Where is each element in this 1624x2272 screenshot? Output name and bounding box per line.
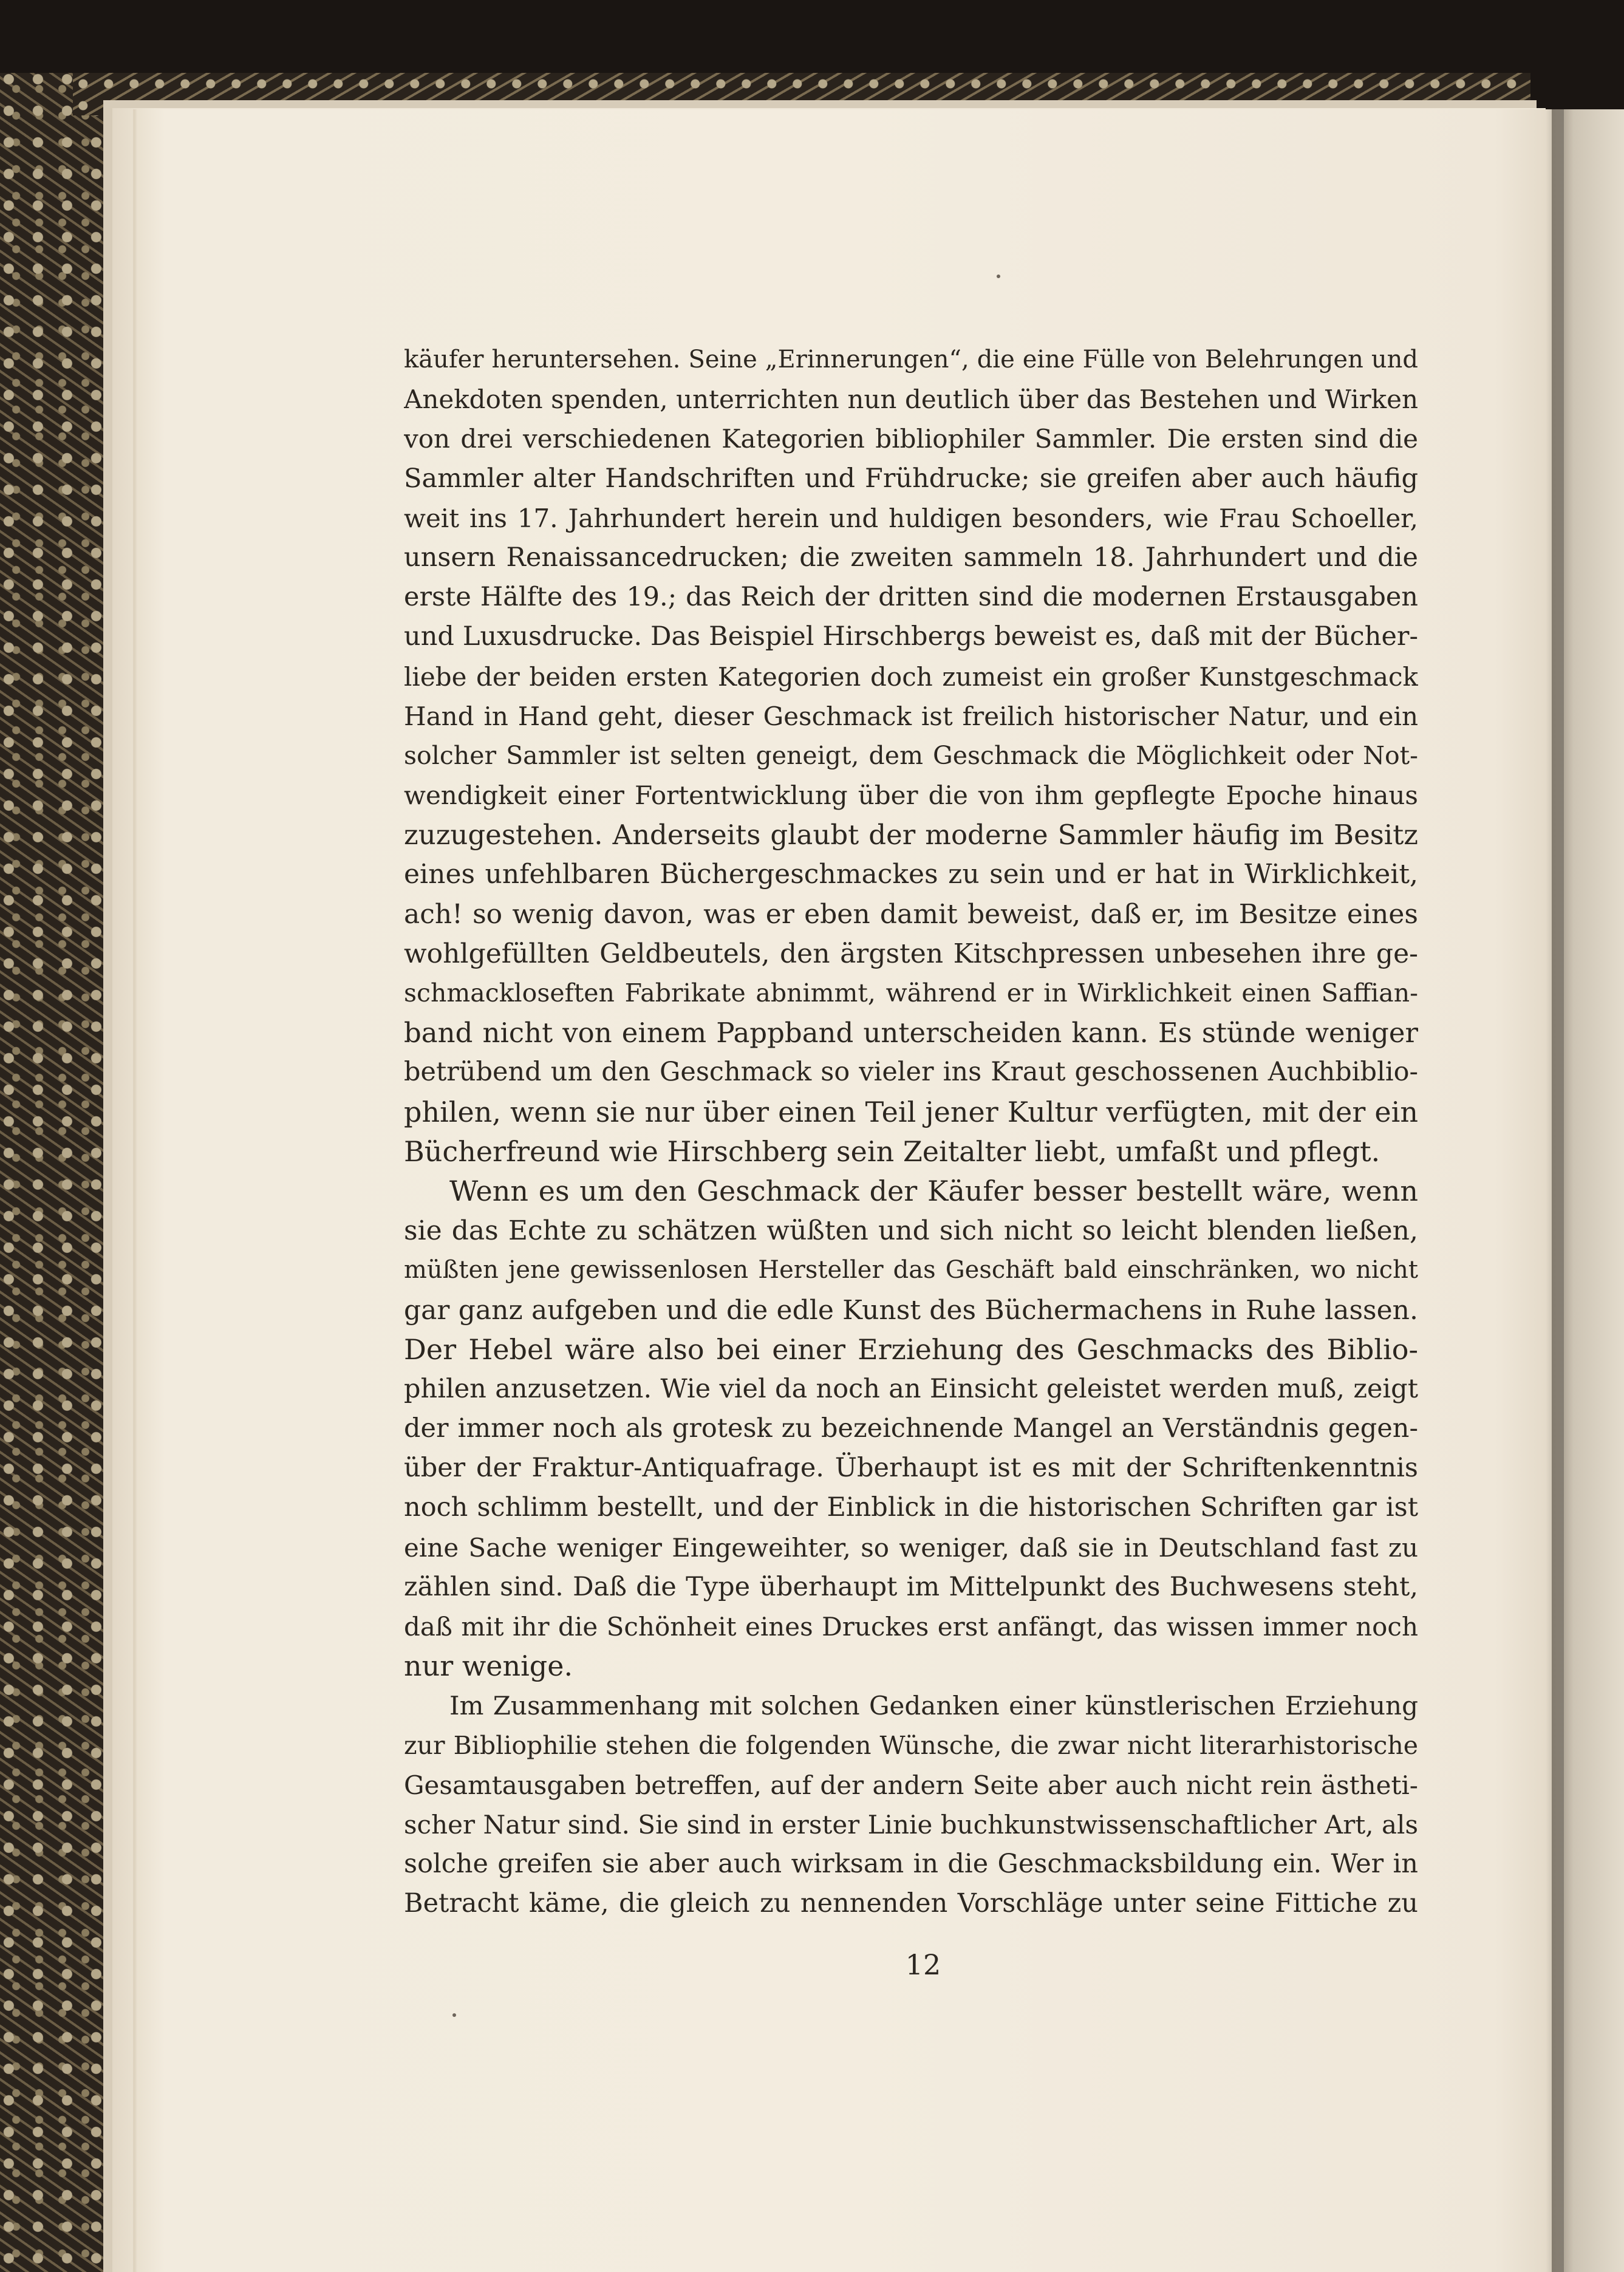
text-line: wendigkeit einer Fortentwicklung über die von ihm gepflegte Epoche hinaus bbox=[404, 780, 1418, 811]
paper-speck bbox=[452, 2013, 456, 2017]
text-line: ach! so wenig davon, was er eben damit beweist, daß er, im Besitze eines bbox=[404, 898, 1418, 930]
text-line: über der Fraktur-Antiquafrage. Überhaupt ist es mit der Schriftenkenntnis bbox=[404, 1453, 1418, 1484]
text-line: philen anzusetzen. Wie viel da noch an Einsicht geleistet werden muß, zeigt bbox=[404, 1373, 1418, 1404]
text-line: liebe der beiden ersten Kategorien doch zumeist ein großer Kunstgeschmack bbox=[404, 661, 1418, 692]
text-line: Der Hebel wäre also bei einer Erziehung des Geschmacks des Biblio- bbox=[404, 1332, 1418, 1366]
text-line: nur wenige. bbox=[404, 1649, 573, 1683]
text-line: Im Zusammenhang mit solchen Gedanken einer künstlerischen Erziehung bbox=[449, 1691, 1418, 1721]
text-line: zur Bibliophilie stehen die folgenden Wünsche, die zwar nicht literarhistorische bbox=[404, 1730, 1418, 1760]
text-line: von drei verschiedenen Kategorien bibliophiler Sammler. Die ersten sind die bbox=[404, 424, 1418, 454]
text-line: band nicht von einem Pappband unterscheiden kann. Es stünde weniger bbox=[404, 1017, 1418, 1049]
text-line: Gesamtausgaben betreffen, auf der andern Seite aber auch nicht rein ästheti- bbox=[404, 1770, 1418, 1800]
text-line: müßten jene gewissenlosen Hersteller das Geschäft bald einschränken, wo nicht bbox=[404, 1256, 1418, 1284]
decorative-cover-left bbox=[0, 73, 106, 2272]
text-line: zählen sind. Daß die Type überhaupt im Mittelpunkt des Buchwesens steht, bbox=[404, 1571, 1418, 1602]
text-line: solche greifen sie aber auch wirksam in die Geschmacksbildung ein. Wer in bbox=[404, 1849, 1418, 1880]
text-line: schmackloseften Fabrikate abnimmt, während er in Wirklichkeit einen Saffian- bbox=[404, 978, 1418, 1008]
text-line: und Luxusdrucke. Das Beispiel Hirschbergs beweist es, daß mit der Bücher- bbox=[404, 621, 1418, 652]
text-line: Betracht käme, die gleich zu nennenden Vorschläge unter seine Fittiche zu bbox=[404, 1888, 1418, 1919]
text-line: eine Sache weniger Eingeweihter, so weniger, daß sie in Deutschland fast zu bbox=[404, 1532, 1418, 1563]
text-line: solcher Sammler ist selten geneigt, dem Geschmack die Möglichkeit oder Not- bbox=[404, 740, 1418, 770]
text-line: philen, wenn sie nur über einen Teil jener Kultur verfügten, mit der ein bbox=[404, 1095, 1418, 1128]
text-line: scher Natur sind. Sie sind in erster Linie buchkunstwissenschaftlicher Art, als bbox=[404, 1809, 1418, 1840]
text-line: der immer noch als grotesk zu bezeichnende Mangel an Verständnis gegen- bbox=[404, 1413, 1418, 1444]
page-number: 12 bbox=[905, 1948, 941, 1981]
body-text bbox=[404, 340, 1418, 1924]
text-line: sie das Echte zu schätzen wüßten und sich nicht so leicht blenden ließen, bbox=[404, 1215, 1418, 1247]
text-line: wohlgefüllten Geldbeutels, den ärgsten Kitschpressen unbesehen ihre ge- bbox=[404, 938, 1418, 969]
text-line: weit ins 17. Jahrhundert herein und huldigen besonders, wie Frau Schoeller, bbox=[404, 503, 1418, 533]
text-line: daß mit ihr die Schönheit eines Druckes erst anfängt, das wissen immer noch bbox=[404, 1612, 1418, 1642]
text-line: noch schlimm bestellt, und der Einblick in die historischen Schriften gar ist bbox=[404, 1492, 1418, 1523]
text-line: eines unfehlbaren Büchergeschmackes zu sein und er hat in Wirklichkeit, bbox=[404, 859, 1418, 890]
text-line: erste Hälfte des 19.; das Reich der dritten sind die modernen Erstausgaben bbox=[404, 582, 1418, 613]
text-line: gar ganz aufgeben und die edle Kunst des Büchermachens in Ruhe lassen. bbox=[404, 1294, 1418, 1326]
text-line: Anekdoten spenden, unterrichten nun deutlich über das Bestehen und Wirken bbox=[404, 384, 1418, 415]
text-line: unsern Renaissancedrucken; die zweiten sammeln 18. Jahrhundert und die bbox=[404, 542, 1418, 573]
text-line: Wenn es um den Geschmack der Käufer besser bestellt wäre, wenn bbox=[449, 1174, 1418, 1207]
gutter-shadow bbox=[1546, 109, 1564, 2272]
text-line: Sammler alter Handschriften und Frühdrucke; sie greifen aber auch häufig bbox=[404, 463, 1418, 494]
text-line: käufer heruntersehen. Seine „Erinnerungen“, die eine Fülle von Belehrungen und bbox=[404, 346, 1418, 374]
text-line: betrübend um den Geschmack so vieler ins Kraut geschossenen Auchbiblio- bbox=[404, 1057, 1418, 1088]
text-line: Bücherfreund wie Hirschberg sein Zeitalter liebt, umfaßt und pflegt. bbox=[404, 1134, 1380, 1168]
paper-speck bbox=[997, 275, 1000, 278]
text-line: Hand in Hand geht, dieser Geschmack ist freilich historischer Natur, und ein bbox=[404, 701, 1418, 731]
text-line: zuzugestehen. Anderseits glaubt der moderne Sammler häufig im Besitz bbox=[404, 819, 1418, 851]
